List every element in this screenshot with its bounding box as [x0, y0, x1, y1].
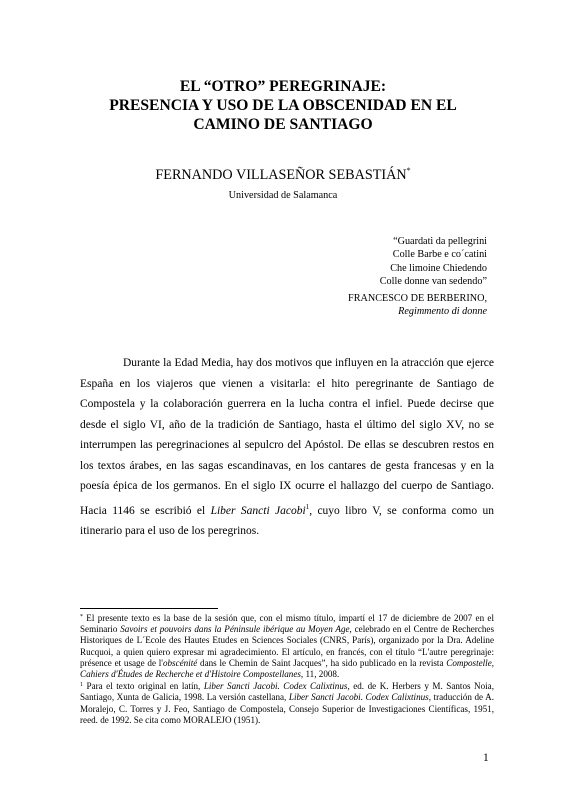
author-line — [60, 166, 506, 184]
footnote-text: El presente texto es la base de la sesión que, con el mismo título, impartí el 17 de diciembre de 2007 en el Seminario — [80, 613, 494, 635]
author-footnote-mark: * — [406, 166, 411, 175]
footnote-separator — [80, 608, 218, 609]
footnote-mark: 1 — [80, 682, 83, 689]
epigraph-author: FRANCESCO DE BERBERINO, — [348, 293, 487, 304]
footnote-star — [80, 612, 494, 680]
footnote-1 — [80, 680, 494, 726]
footnote-text: dans le Chemin de Saint Jacques”, ha sido publicado en la revista — [197, 657, 447, 668]
body-text — [80, 353, 494, 542]
footnote-italic: obscénité — [162, 657, 198, 668]
epigraph-line: “Guardati da pellegrini — [393, 236, 487, 247]
epigraph-source — [348, 292, 487, 319]
footnote-text: , celebrado en el Centre de Recherches Historiques de L´Ecole des Hautes Etudes en Sciences Sociales (CNRS, París), organizado por la Dra. Adeline Rucquoi, a quien quiero expresar mi agradecimiento. El artículo, en francés, con el título “L'autre peregrinaje: présence et usage de l' — [80, 624, 494, 668]
author-name: FERNANDO VILLASEÑOR SEBASTIÁN — [155, 167, 407, 183]
epigraph-line: Colle donne van sedendo” — [379, 275, 487, 287]
body-text-run: , cuyo libro V, se conforma como un itinerario para el uso de los peregrinos. — [80, 504, 494, 537]
footnote-italic: Liber Sancti Jacobi. Codex Calixtinus — [288, 692, 429, 703]
body-paragraph — [80, 353, 494, 542]
paper-title — [60, 77, 506, 134]
footnote-mark: * — [80, 614, 83, 620]
title-line-1: EL “OTRO” PEREGRINAJE: — [179, 78, 387, 95]
affiliation: Universidad de Salamanca — [228, 190, 338, 201]
title-line-3: CAMINO DE SANTIAGO — [193, 116, 373, 133]
body-italic-title: Liber Sancti Jacobi — [210, 504, 306, 517]
footnote-italic: Savoirs et pouvoirs dans la Péninsule ibérique au Moyen Age — [120, 624, 350, 635]
footnotes — [80, 612, 494, 726]
epigraph — [380, 235, 487, 288]
footnote-ref-1[interactable]: 1 — [305, 502, 310, 511]
footnote-text: , traducción de A. Moralejo, C. Torres y J. Feo, Santiago de Compostela, Consejo Superior de Investigaciones Científicas, 1951, reed. de 1992. Se cita como MORALEJO (1951). — [80, 692, 494, 725]
page-number: 1 — [483, 752, 489, 764]
epigraph-line: Che limoine Chiedendo — [390, 262, 487, 274]
body-text-run: Durante la Edad Media, hay dos motivos que influyen en la atracción que ejerce España en los viajeros que vienen a visitarla: el hito peregrinante de Santiago de Compostela y la colaboración guerrera en la lucha contra el infiel. Puede decirse que desde el siglo VI, año de la tradición de Santiago, hasta el último del siglo XV, no se interrumpen las peregrinaciones al sepulcro del Apóstol. De ellas se descubren restos en los textos árabes, en las sagas escandinavas, en los cantares de gesta francesas y en la poesía épica de los germanos. En el siglo IX ocurre el hallazgo del cuerpo de Santiago. Hacia 1146 se escribió el — [80, 357, 494, 517]
footnote-italic: Liber Sancti Jacobi. Codex Calixtinus — [203, 681, 348, 692]
footnote-text: , 11, 2008. — [300, 669, 340, 680]
epigraph-work: Regimmento di donne — [398, 306, 487, 318]
footnote-text: , ed. de K. Herbers y M. Santos Noia, Santiago, Xunta de Galicia, 1998. La versión castellana, — [80, 681, 494, 703]
title-line-2: PRESENCIA Y USO DE LA OBSCENIDAD EN EL — [109, 97, 457, 114]
footnote-text: Para el texto original en latín, — [83, 681, 204, 692]
footnote-italic: Compostelle, Cahiers d'Études de Recherche et d'Histoire Compostellanes — [80, 657, 495, 680]
epigraph-line: Colle Barbe e co´catini — [392, 249, 487, 261]
